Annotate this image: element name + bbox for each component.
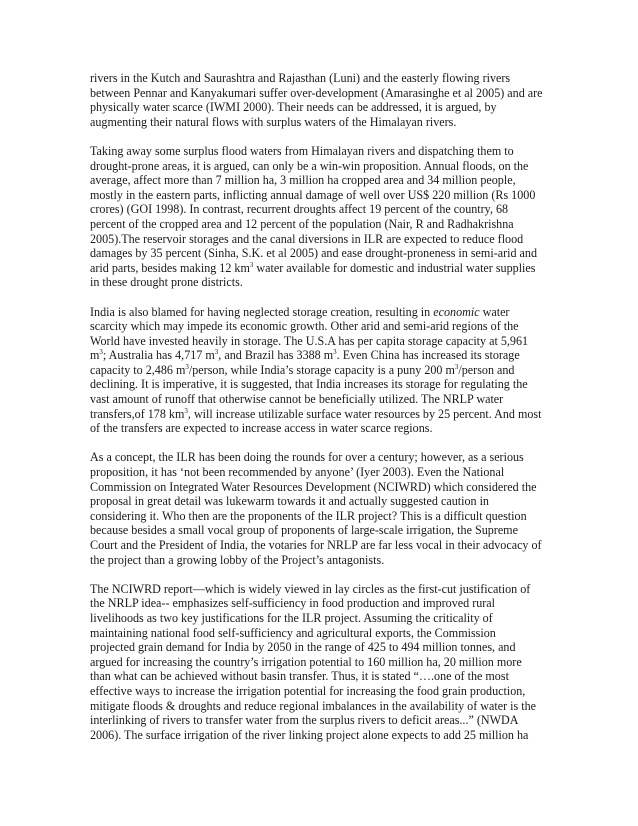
text-segment: water <box>479 304 510 319</box>
text-line <box>90 553 558 568</box>
text-segment: physically water scarce (IWMI 2000). Their needs can be addressed, it is argued, by <box>90 100 497 115</box>
text-segment: mitigate floods & droughts and reduce regional imbalances in the availability of water is the <box>90 698 536 713</box>
text-line <box>90 494 558 509</box>
text-segment: crores) (GOI 1998). In contrast, recurrent droughts affect 19 percent of the country, 68 <box>90 202 509 217</box>
text-line <box>90 275 558 290</box>
paragraph <box>90 450 558 567</box>
text-segment: damages by 35 percent (Sinha, S.K. et al 2005) and ease drought-proneness in semi-arid and <box>90 246 538 261</box>
text-segment: m <box>90 348 100 363</box>
text-segment: water available for domestic and industrial water supplies <box>253 260 536 275</box>
text-line <box>90 407 558 422</box>
text-line <box>90 699 558 714</box>
text-line <box>90 173 558 188</box>
text-line <box>90 261 558 276</box>
superscript: 3 <box>249 260 254 269</box>
text-segment: projected grain demand for India by 2050 in the range of 425 to 494 million tonnes, and <box>90 640 516 655</box>
text-line <box>90 596 558 611</box>
text-segment: proposal in great detail was lukewarm towards it and actually suggested caution in <box>90 494 489 509</box>
text-segment: vast amount of runoff that otherwise cannot be beneficially utilized. The NRLP water <box>90 392 504 407</box>
text-line <box>90 348 558 363</box>
text-segment: declining. It is imperative, it is suggested, that India increases its storage for regulating the <box>90 377 528 392</box>
text-segment: the project than a growing lobby of the Project’s antagonists. <box>90 552 385 567</box>
text-line <box>90 655 558 670</box>
text-segment: , and Brazil has 3388 m <box>218 348 334 363</box>
text-line <box>90 684 558 699</box>
text-line <box>90 159 558 174</box>
text-line <box>90 363 558 378</box>
text-line <box>90 246 558 261</box>
text-line <box>90 713 558 728</box>
text-segment: 2006). The surface irrigation of the river linking project alone expects to add 25 million ha <box>90 727 529 742</box>
superscript: 3 <box>184 406 188 415</box>
text-segment: arid parts, besides making 12 km <box>90 260 250 275</box>
text-segment: capacity to 2,486 m <box>90 362 186 377</box>
text-line <box>90 523 558 538</box>
text-segment: livelihoods as two key justifications for the ILR project. Assuming the criticality of <box>90 610 493 625</box>
document-page <box>90 71 558 757</box>
text-segment: because besides a small vocal group of proponents of large-scale irrigation, the Supreme <box>90 523 518 538</box>
text-line <box>90 728 558 743</box>
text-segment: average, affect more than 7 million ha, 3 million ha cropped area and 34 million people, <box>90 173 516 188</box>
text-line <box>90 115 558 130</box>
text-segment: drought-prone areas, it is argued, can only be a win-win proposition. Annual floods, on the <box>90 158 529 173</box>
text-segment: , will increase utilizable surface water resources by 25 percent. And most <box>187 406 542 421</box>
text-line <box>90 480 558 495</box>
text-line <box>90 202 558 217</box>
text-line <box>90 509 558 524</box>
superscript: 3 <box>185 362 189 371</box>
text-segment: Taking away some surplus flood waters from Himalayan rivers and dispatching them to <box>90 143 514 158</box>
text-segment: India is also blamed for having neglected storage creation, resulting in <box>90 304 434 319</box>
text-line <box>90 450 558 465</box>
superscript: 3 <box>99 348 103 357</box>
text-line <box>90 377 558 392</box>
superscript: 3 <box>333 348 337 357</box>
text-line <box>90 305 558 320</box>
text-segment: effective ways to increase the irrigation potential for increasing the food grain production, <box>90 683 526 698</box>
text-segment: proposition, it has ‘not been recommended by anyone’ (Iyer 2003). Even the National <box>90 465 505 480</box>
text-line <box>90 232 558 247</box>
text-segment: scarcity which may impede its economic growth. Other arid and semi-arid regions of the <box>90 319 519 334</box>
text-line <box>90 334 558 349</box>
text-segment: /person, while India’s storage capacity is a puny 200 m <box>188 362 455 377</box>
paragraph <box>90 582 558 743</box>
text-line <box>90 319 558 334</box>
paragraph <box>90 144 558 290</box>
text-line <box>90 421 558 436</box>
text-segment: the NRLP idea-- emphasizes self-sufficiency in food production and improved rural <box>90 596 496 611</box>
text-segment: between Pennar and Kanyakumari suffer over-development (Amarasinghe et al 2005) and are <box>90 85 543 100</box>
text-segment: 2005).The reservoir storages and the canal diversions in ILR are expected to reduce flood <box>90 231 524 246</box>
text-segment: in these drought prone districts. <box>90 275 243 290</box>
emphasis-text: economic <box>433 304 480 319</box>
text-segment: of the transfers are expected to increase access in water scarce regions. <box>90 421 433 436</box>
text-line <box>90 611 558 626</box>
text-line <box>90 71 558 86</box>
text-segment: rivers in the Kutch and Saurashtra and Rajasthan (Luni) and the easterly flowing rivers <box>90 71 511 85</box>
text-segment: mostly in the eastern parts, inflicting annual damage of well over US$ 220 million (Rs 1000 <box>90 187 536 202</box>
superscript: 3 <box>214 348 219 357</box>
text-line <box>90 144 558 159</box>
text-segment: Court and the President of India, the votaries for NRLP are far less vocal in their advocacy of <box>90 538 542 552</box>
text-line <box>90 640 558 655</box>
text-line <box>90 217 558 232</box>
text-line <box>90 392 558 407</box>
text-line <box>90 669 558 684</box>
text-segment: As a concept, the ILR has been doing the rounds for over a century; however, as a serious <box>90 450 524 465</box>
paragraph <box>90 305 558 436</box>
text-line <box>90 465 558 480</box>
text-segment: augmenting their natural flows with surplus waters of the Himalayan rivers. <box>90 114 457 129</box>
text-line <box>90 86 558 101</box>
text-segment: percent of the cropped area and 12 percent of the population (Nair, R and Radhakrishna <box>90 216 514 231</box>
text-line <box>90 538 558 553</box>
paragraph <box>90 71 558 129</box>
text-segment: transfers,of 178 km <box>90 406 185 421</box>
text-line <box>90 100 558 115</box>
text-segment: /person and <box>458 362 515 377</box>
text-segment: ; Australia has 4,717 m <box>102 348 215 363</box>
text-segment: Commission on Integrated Water Resources Development (NCIWRD) which considered the <box>90 479 537 494</box>
text-segment: interlinking of rivers to transfer water from the surplus rivers to deficit areas...” (NWDA <box>90 713 519 728</box>
text-segment: argued for increasing the country’s irrigation potential to 160 million ha, 20 million more <box>90 654 522 669</box>
text-segment: . Even China has increased its storage <box>336 348 520 363</box>
text-line <box>90 188 558 203</box>
superscript: 3 <box>454 362 459 371</box>
text-segment: World have invested heavily in storage. The U.S.A has per capita storage capacity at 5,961 <box>90 333 529 348</box>
text-line <box>90 582 558 597</box>
text-segment: maintaining national food self-sufficiency and agricultural exports, the Commission <box>90 625 496 640</box>
text-segment: The NCIWRD report—which is widely viewed in lay circles as the first-cut justification of <box>90 581 531 596</box>
text-segment: considering it. Who then are the proponents of the ILR project? This is a difficult question <box>90 508 527 523</box>
text-line <box>90 626 558 641</box>
text-segment: than what can be achieved without basin transfer. Thus, it is stated “….one of the most <box>90 669 509 684</box>
